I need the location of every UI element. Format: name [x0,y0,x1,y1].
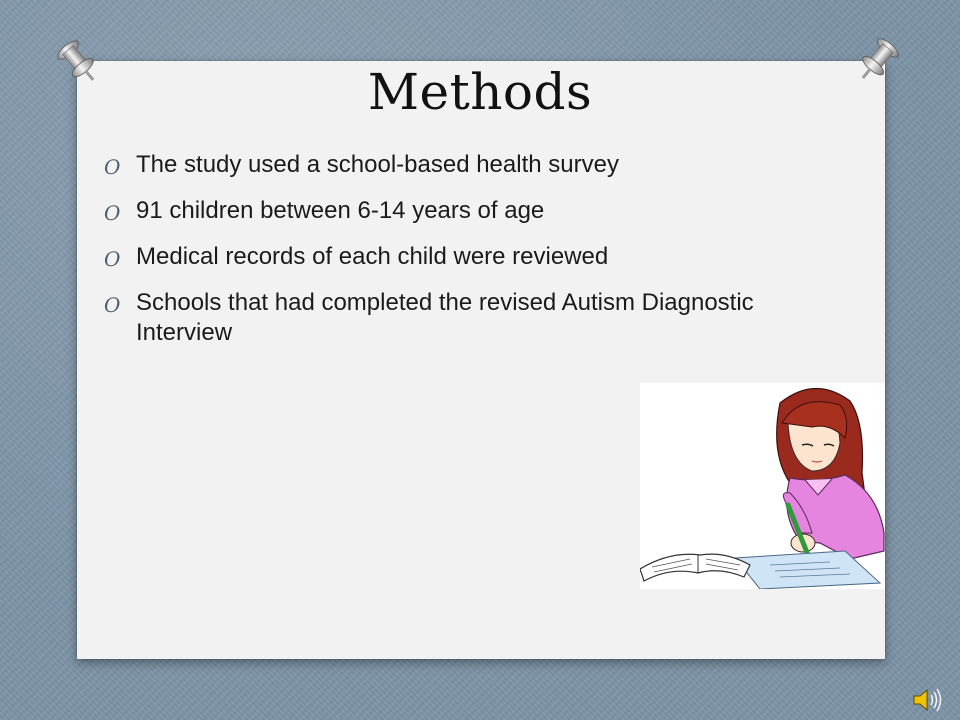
bullet-marker: O [104,201,121,225]
bullet-marker: O [104,247,121,271]
bullet-item [104,150,804,180]
bullet-list [104,150,804,364]
bullet-text: Medical records of each child were reviewed [136,243,609,270]
bullet-text: Schools that had completed the revised Autism Diagnostic Interview [136,289,754,346]
bullet-text: The study used a school-based health survey [136,151,619,178]
bullet-marker: O [104,155,121,179]
bullet-marker: O [104,293,121,317]
slide-title: Methods [367,63,593,121]
bullet-item [104,288,804,348]
speaker-icon[interactable] [912,688,944,712]
bullet-item [104,242,804,272]
bullet-item [104,196,804,226]
girl-writing-illustration [640,383,885,589]
bullet-text: 91 children between 6-14 years of age [136,197,545,224]
